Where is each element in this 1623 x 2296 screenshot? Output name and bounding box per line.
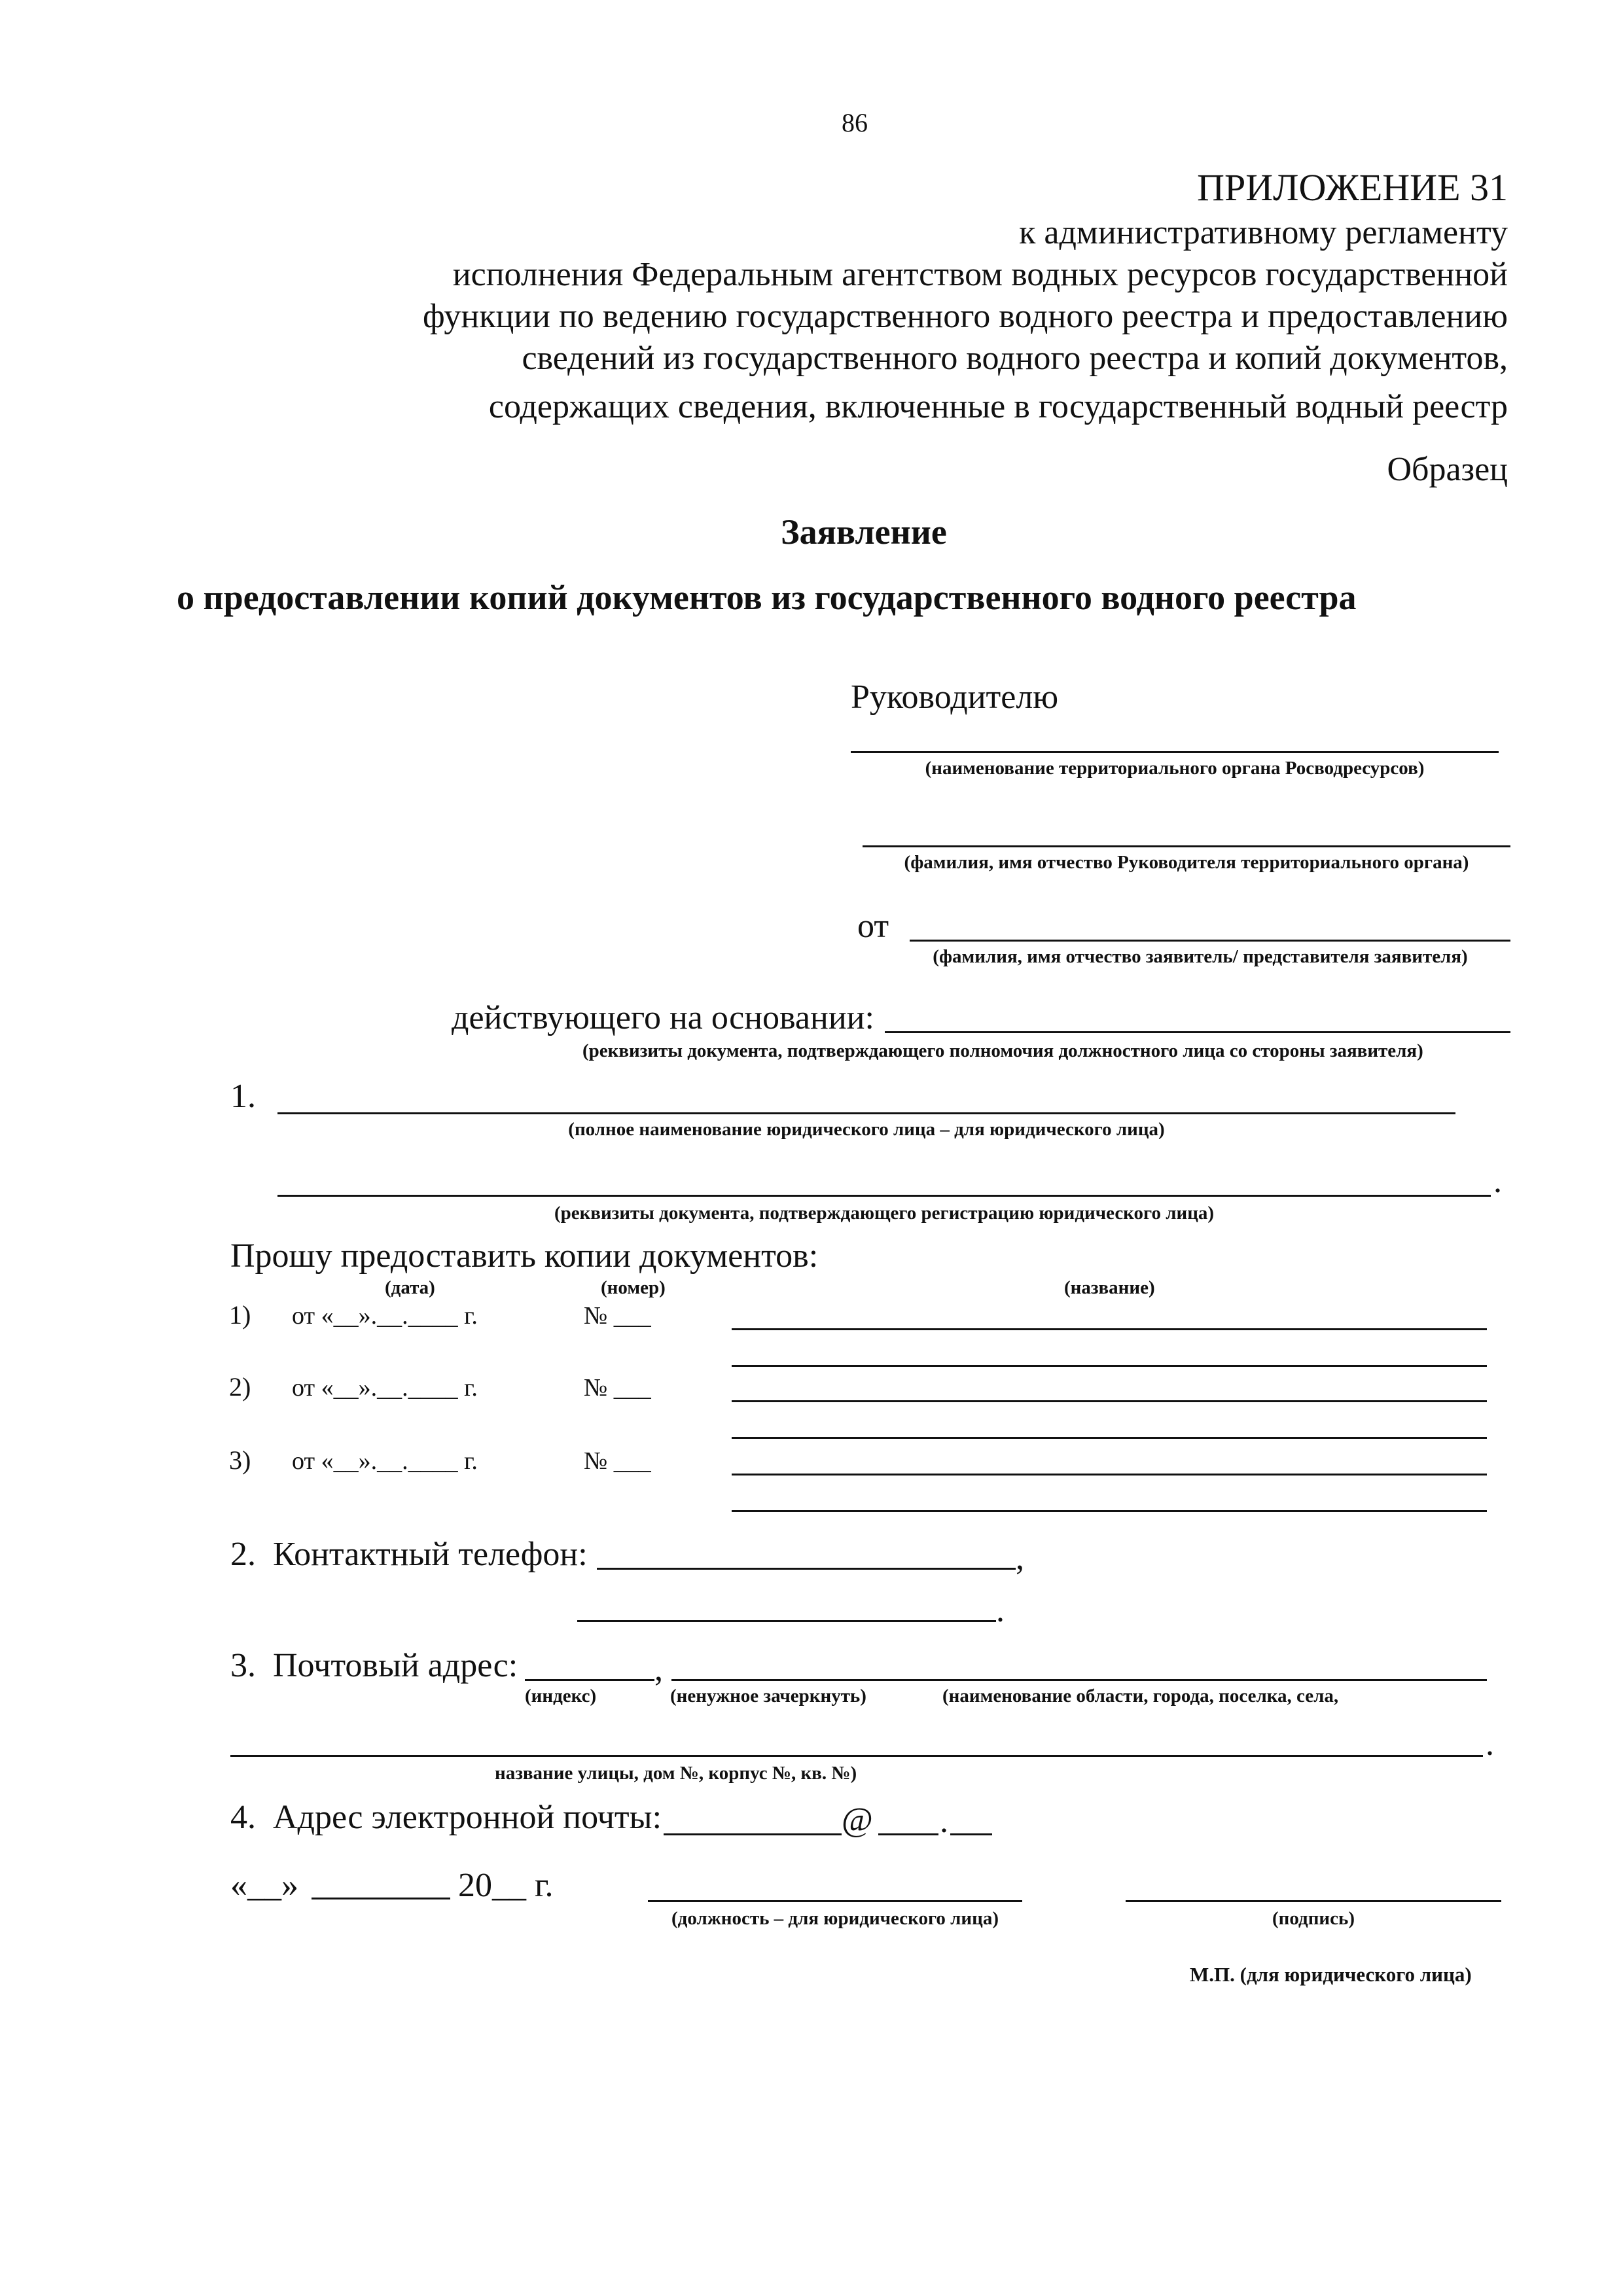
footer-year[interactable]: 20__ г. (458, 1867, 554, 1904)
request-row-2-number[interactable]: № ___ (584, 1374, 651, 1402)
phone-comma: , (1016, 1540, 1024, 1577)
registration-caption: (реквизиты документа, подтверждающего регистрацию юридического лица) (554, 1203, 1215, 1224)
col-name-header: (название) (1064, 1277, 1155, 1298)
request-row-3-date[interactable]: от «__».__.____ г. (292, 1447, 478, 1475)
appendix-line-3: функции по ведению государственного водного реестра и предоставлению (422, 298, 1508, 335)
entity-name-field[interactable] (277, 1112, 1455, 1114)
email-tld-field[interactable] (950, 1833, 992, 1835)
section-1-number: 1. (230, 1078, 256, 1115)
request-row-3-name-field-2[interactable] (732, 1510, 1487, 1512)
footer-month-field[interactable] (312, 1898, 450, 1899)
col-number-header: (номер) (601, 1277, 666, 1298)
appendix-line-2: исполнения Федеральным агентством водных ресурсов государственной (452, 256, 1508, 293)
head-caption: (фамилия, имя отчество Руководителя территориального органа) (904, 852, 1469, 873)
request-label: Прошу предоставить копии документов: (230, 1237, 819, 1275)
postal-strike-caption: (ненужное зачеркнуть) (670, 1686, 866, 1706)
postal-index-field[interactable] (525, 1679, 654, 1681)
org-field[interactable] (851, 751, 1499, 753)
email-at: @ (842, 1801, 873, 1839)
document-title: Заявление (781, 512, 947, 552)
appendix-line-5: содержащих сведения, включенные в государственный водный реестр (488, 388, 1508, 425)
email-user-field[interactable] (664, 1833, 842, 1835)
head-name-field[interactable] (863, 845, 1510, 847)
page-number: 86 (842, 108, 868, 137)
postal-region-caption: (наименование области, города, поселка, села, (942, 1686, 1339, 1706)
stamp-label: М.П. (для юридического лица) (1190, 1963, 1472, 1986)
phone-label: 2. Контактный телефон: (230, 1536, 588, 1573)
basis-caption: (реквизиты документа, подтверждающего полномочия должностного лица со стороны заявителя) (582, 1040, 1423, 1061)
sample-label: Образец (1387, 451, 1508, 488)
appendix-line-1: к административному регламенту (1019, 214, 1508, 251)
request-row-2-name-field[interactable] (732, 1400, 1487, 1402)
basis-label: действующего на основании: (452, 999, 874, 1036)
position-caption: (должность – для юридического лица) (671, 1908, 999, 1929)
registration-field[interactable] (277, 1195, 1491, 1197)
signature-caption: (подпись) (1272, 1908, 1355, 1929)
request-row-1-name-field[interactable] (732, 1328, 1487, 1330)
request-row-2-date[interactable]: от «__».__.____ г. (292, 1374, 478, 1402)
phone-field-2[interactable] (577, 1620, 996, 1622)
request-row-2-index: 2) (229, 1372, 251, 1402)
email-domain-field[interactable] (878, 1833, 938, 1835)
basis-field[interactable] (885, 1031, 1510, 1033)
footer-day[interactable]: «__» (230, 1867, 298, 1904)
request-row-1-number[interactable]: № ___ (584, 1302, 651, 1330)
request-row-3-index: 3) (229, 1445, 251, 1475)
request-row-3-number[interactable]: № ___ (584, 1447, 651, 1475)
email-label: 4. Адрес электронной почты: (230, 1799, 662, 1836)
from-caption: (фамилия, имя отчество заявитель/ представителя заявителя) (933, 946, 1468, 967)
request-row-3-name-field[interactable] (732, 1474, 1487, 1475)
to-label: Руководителю (851, 679, 1059, 716)
postal-label: 3. Почтовый адрес: (230, 1647, 518, 1684)
entity-caption: (полное наименование юридического лица – для юридического лица) (568, 1119, 1165, 1140)
postal-dot: . (1486, 1725, 1494, 1763)
position-field[interactable] (648, 1900, 1022, 1902)
section-1-dot: . (1493, 1163, 1502, 1200)
from-field[interactable] (910, 940, 1510, 942)
request-row-1-index: 1) (229, 1300, 251, 1330)
postal-street-field[interactable] (230, 1755, 1483, 1757)
appendix-line-4: сведений из государственного водного реестра и копий документов, (522, 340, 1508, 377)
col-date-header: (дата) (385, 1277, 435, 1298)
postal-index-caption: (индекс) (525, 1686, 597, 1706)
phone-dot: . (996, 1592, 1005, 1629)
document-subtitle: о предоставлении копий документов из государственного водного реестра (177, 578, 1357, 617)
postal-comma: , (654, 1651, 663, 1688)
appendix-title: ПРИЛОЖЕНИЕ 31 (1197, 166, 1508, 209)
request-row-1-date[interactable]: от «__».__.____ г. (292, 1302, 478, 1330)
request-row-2-name-field-2[interactable] (732, 1437, 1487, 1439)
org-caption: (наименование территориального органа Росводресурсов) (925, 758, 1425, 779)
signature-field[interactable] (1126, 1900, 1501, 1902)
email-dot: . (940, 1803, 948, 1840)
request-row-1-name-field-2[interactable] (732, 1365, 1487, 1367)
phone-field-1[interactable] (597, 1568, 1016, 1570)
postal-street-caption: название улицы, дом №, корпус №, кв. №) (495, 1763, 857, 1784)
postal-region-field[interactable] (671, 1679, 1487, 1681)
from-label: от (857, 908, 889, 945)
